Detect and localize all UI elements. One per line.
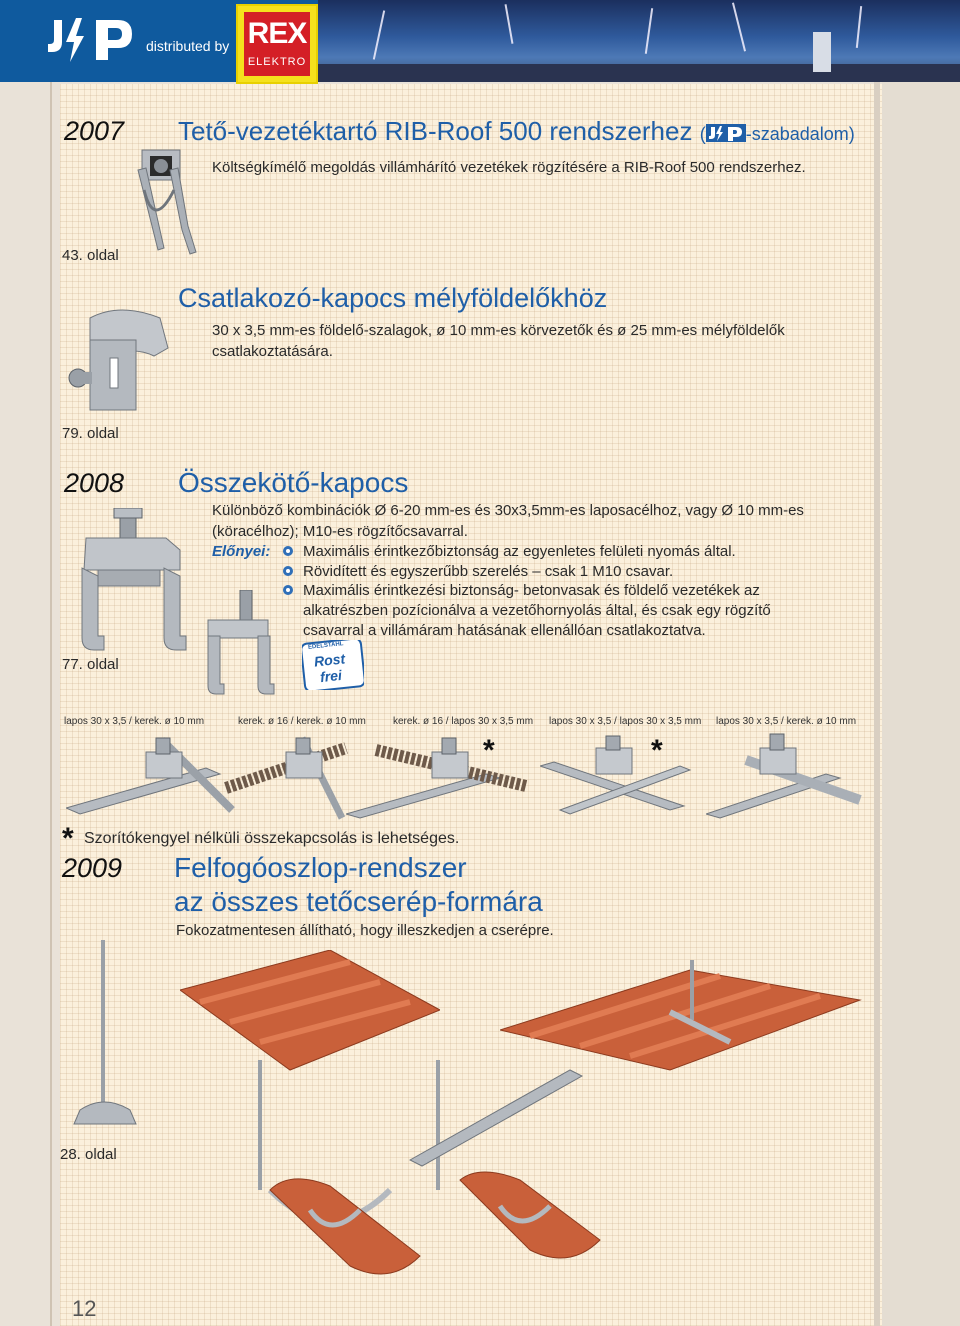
page-ref-28: 28. oldal (60, 1146, 117, 1163)
advantage-3: Maximális érintkezési biztonság- betonvasak és földelő vezetékek az (303, 582, 760, 599)
year-2008: 2008 (64, 468, 125, 498)
year-2007: 2007 (64, 116, 125, 146)
roof-mast-image-1 (60, 940, 200, 1140)
connector-clamp-image-2 (200, 590, 280, 700)
variant-caption-5: lapos 30 x 3,5 / kerek. ø 10 mm (716, 716, 857, 727)
section-title-csatlakozo: Csatlakozó-kapocs mélyföldelőkhöz (178, 283, 608, 313)
desc-2009: Fokozatmentesen állítható, hogy illeszkedjen a cserépre. (176, 922, 554, 939)
rex-logo-text: REX (247, 17, 307, 50)
title-text: Tető-vezetéktartó RIB-Roof 500 rendszerhez (178, 116, 693, 146)
year-2009: 2009 (62, 853, 123, 883)
ridge-tile-image (260, 1170, 620, 1280)
desc-csatlakozo-line2: csatlakoztatására. (212, 343, 333, 360)
badge-line2: frei (319, 666, 343, 686)
desc-2008-line1: Különböző kombinációk Ø 6-20 mm-es és 30x3,5mm-es laposacélhoz, vagy Ø 10 mm-es (212, 502, 804, 519)
advantage-3-line2: alkatrészben pozícionálva a vezetőhornyolás által, és csak egy rögzítő (303, 602, 771, 619)
right-margin-strip (882, 82, 960, 1326)
section-title-2007 (178, 116, 855, 147)
jp-patent-icon (706, 124, 746, 142)
variant-caption-4: lapos 30 x 3,5 / lapos 30 x 3,5 mm (549, 716, 702, 727)
bullet-icon (283, 546, 293, 556)
asterisk-marker: * (651, 734, 663, 767)
asterisk-marker: * (483, 734, 495, 767)
page-ref-77: 77. oldal (62, 656, 119, 673)
rex-logo-subtext: ELEKTRO (247, 56, 307, 68)
badge-top-text: EDELSTAHL (307, 641, 344, 651)
desc-csatlakozo-line1: 30 x 3,5 mm-es földelő-szalagok, ø 10 mm-es körvezetők és ø 25 mm-es mélyföldelők (212, 322, 785, 339)
advantage-2: Rövidített és egyszerűbb szerelés – csak 1 M10 csavar. (303, 563, 674, 580)
connector-clamp-image (68, 508, 198, 658)
footnote-asterisk: * (62, 822, 74, 855)
patent-open: ( (699, 124, 706, 144)
page-ref-79: 79. oldal (62, 425, 119, 442)
header-lightning-photo (318, 0, 960, 82)
desc-2007: Költségkímélő megoldás villámhárító vezetékek rögzítésére a RIB-Roof 500 rendszerhez. (212, 159, 806, 176)
distributed-by-label: distributed by (146, 38, 230, 54)
footnote-text: Szorítókengyel nélküli összekapcsolás is lehetséges. (84, 830, 460, 847)
variant-caption-3: kerek. ø 16 / lapos 30 x 3,5 mm (393, 716, 534, 727)
section-title-2009-line1: Felfogóoszlop-rendszer (174, 852, 467, 883)
rex-elektro-logo (236, 4, 318, 84)
variant-image-3 (346, 730, 536, 820)
bullet-icon (283, 585, 293, 595)
variant-caption-2: kerek. ø 16 / kerek. ø 10 mm (238, 716, 366, 727)
right-border (874, 82, 880, 1326)
variant-image-4 (540, 730, 700, 820)
earth-rod-clamp-image (66, 300, 176, 420)
bullet-icon (283, 566, 293, 576)
jp-logo (44, 16, 140, 64)
advantages-label: Előnyei: (212, 543, 271, 560)
advantage-1: Maximális érintkezőbiztonság az egyenletes felületi nyomás által. (303, 543, 736, 560)
patent-suffix: -szabadalom) (745, 124, 855, 144)
rib-roof-holder-image (130, 130, 200, 260)
advantage-3-line3: csavarral a villámáram hatásának ellenállóan csatlakoztatva. (303, 622, 706, 639)
variant-caption-1: lapos 30 x 3,5 / kerek. ø 10 mm (64, 716, 205, 727)
badge-line1: Rost (313, 650, 346, 670)
section-title-2009-line2: az összes tetőcserép-formára (174, 886, 543, 917)
desc-2008-line2: (köracélhoz); M10-es rögzítőcsavarral. (212, 523, 468, 540)
rostfrei-badge (302, 640, 364, 690)
page-ref-43: 43. oldal (62, 247, 119, 264)
section-title-2008: Összekötő-kapocs (178, 467, 409, 498)
left-border (50, 82, 52, 1326)
page-number: 12 (72, 1296, 97, 1321)
variant-image-5 (706, 730, 862, 820)
variant-image-1 (66, 730, 236, 820)
